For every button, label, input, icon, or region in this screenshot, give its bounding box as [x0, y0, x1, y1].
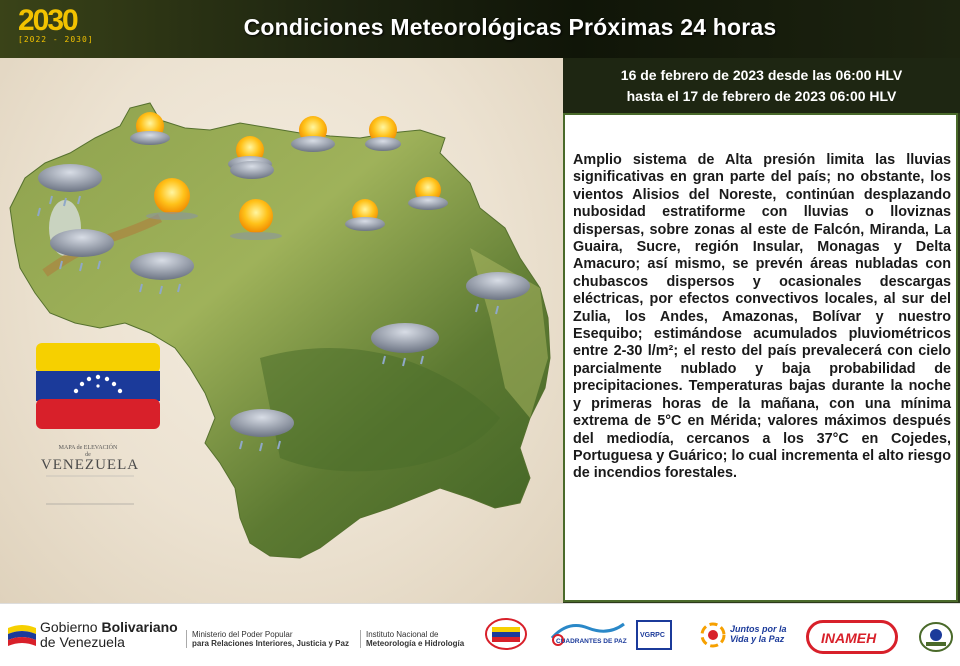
forecast-panel — [563, 113, 958, 602]
institute-label — [360, 630, 464, 648]
logo-2030 — [14, 4, 119, 48]
ministry-line2: para Relaciones Interiores, Justicia y Paz — [192, 639, 349, 648]
institute-line2: Meteorología e Hidrología — [366, 639, 465, 648]
forecast-text: Amplio sistema de Alta presión limita las lluvias significativas en gran parte del país; no obstante, los vientos Alisios del Noreste, continúan desplazando nubosidad estratiforme con lluvias o lloviznas dispersas, sobre zonas al este de Falcón, Miranda, La Guaira, Sucre, región Insular, Monagas y Delta Amacuro; así mismo, se prevén áreas nubladas con chubascos dispersos y ocasionales descargas eléctricas, por efectos convectivos locales, al sur del Zulia, los Andes, Amazonas, Bolívar y nuestro Esequibo; estimándose acumulados pluviométricos entre 2-30 l/m²; el resto del país prevalecerá con cielo parcialmente nublado y baja probabilidad de precipitaciones. Temperaturas bajas durante la noche y primeras horas de la mañana, con una mínima extrema de 5°C en Mérida; valores máximos después del mediodía, cercanos a los 37°C en Cojedes, Portuguesa y Guárico; lo cual incrementa el alto riesgo de incendios forestales. — [573, 152, 951, 482]
vgrpc-label: VGRPC — [640, 632, 665, 639]
institute-line1: Instituto Nacional de — [366, 630, 439, 639]
shield-logo — [484, 616, 528, 652]
footer-logos — [0, 603, 960, 666]
weather-icon-cloud — [230, 161, 274, 179]
map-caption-small: MAPA de ELEVACIÓN — [58, 445, 118, 451]
elevation-map — [0, 58, 563, 603]
header-bar — [0, 0, 960, 58]
inameh-label: INAMEH — [821, 630, 877, 646]
vgrpc-logo — [636, 620, 672, 650]
weather-icon-sun-cloud — [365, 116, 401, 151]
map-caption-de: de — [85, 452, 91, 458]
gob-line1: Gobierno — [40, 619, 102, 635]
cuadrantes-logo — [548, 618, 628, 652]
period-end: hasta el 17 de febrero de 2023 06:00 HLV — [626, 88, 897, 104]
juntos-logo — [698, 616, 794, 654]
venezuela-map-svg — [0, 58, 563, 603]
ministry-line1: Ministerio del Poder Popular — [192, 630, 293, 639]
ministry-label — [186, 630, 349, 648]
emblem-logo — [918, 620, 954, 654]
gob-line2: de Venezuela — [40, 634, 125, 650]
cuadrantes-label: CUADRANTES DE PAZ — [556, 638, 627, 645]
period-start: 16 de febrero de 2023 desde las 06:00 HLV — [620, 67, 903, 83]
inameh-logo — [806, 620, 898, 654]
juntos-label: Juntos por la Vida y la Paz — [730, 624, 787, 644]
page-title: Condiciones Meteorológicas Próximas 24 horas — [243, 14, 777, 40]
logo-2030-number: 2030 — [18, 4, 77, 37]
gobierno-bolivariano-logo — [8, 618, 178, 654]
venezuela-flag — [36, 343, 160, 429]
gob-line1-bold: Bolivariano — [101, 619, 178, 635]
gob-flag-icon — [8, 624, 36, 646]
period-panel — [563, 58, 960, 113]
map-caption-country: VENEZUELA — [40, 457, 140, 473]
logo-2030-years: [2022 - 2030] — [18, 35, 94, 44]
